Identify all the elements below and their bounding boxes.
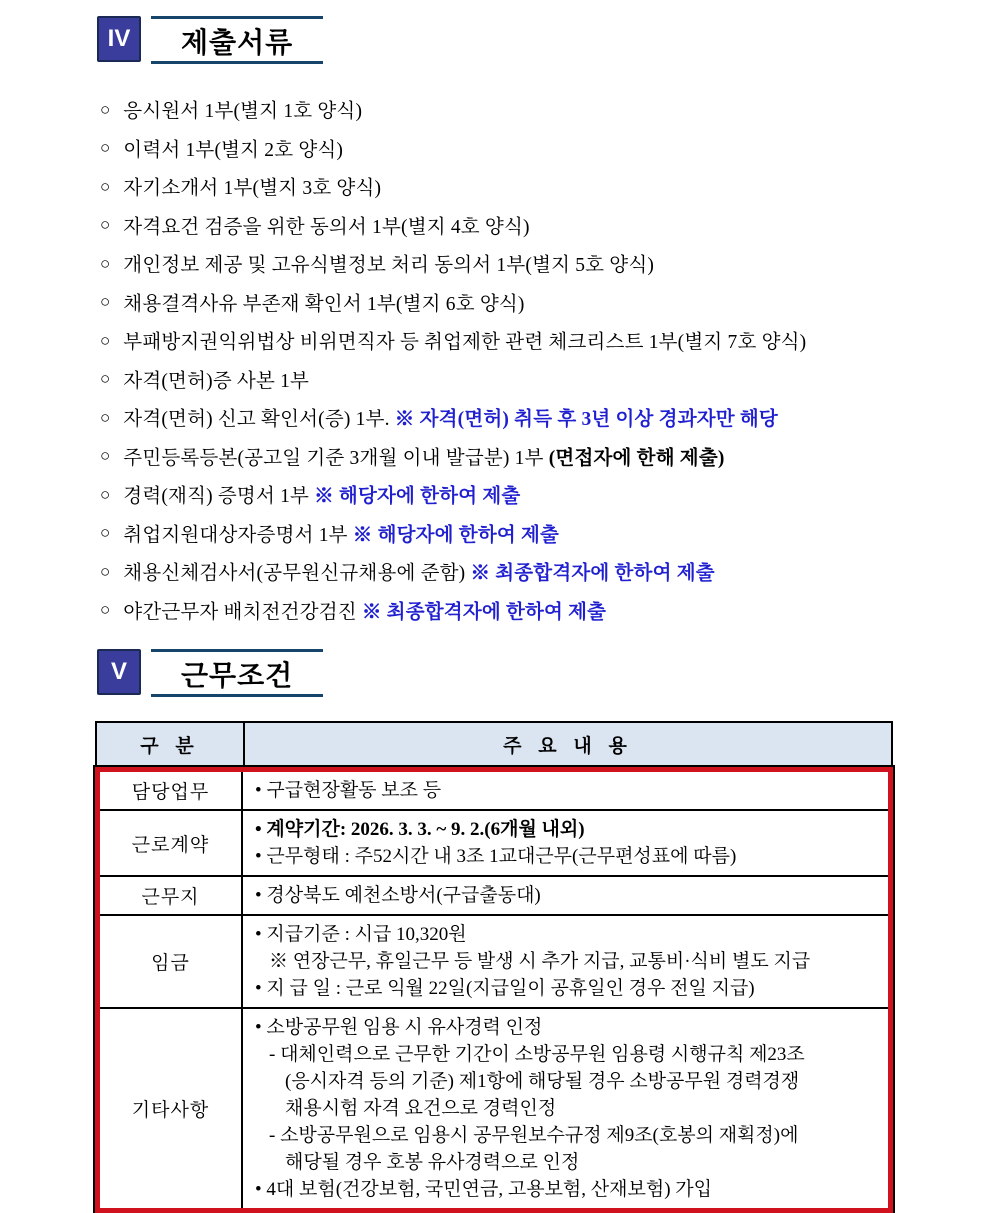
row-label: 임금 — [100, 916, 243, 1007]
list-item-text — [123, 249, 654, 277]
circle-bullet-icon: ○ — [100, 292, 111, 312]
list-item-text — [123, 442, 724, 470]
text-segment: (응시자격 등의 기준) 제1항에 해당될 경우 소방공무원 경력경쟁 — [285, 1071, 800, 1092]
row-content — [243, 772, 888, 809]
content-line — [255, 1095, 880, 1122]
list-item — [100, 283, 989, 322]
text-segment: • 경상북도 예천소방서(구급출동대) — [255, 885, 541, 906]
text-segment: ※ 해당자에 한하여 제출 — [314, 486, 521, 508]
text-segment: ※ 최종합격자에 한하여 제출 — [361, 601, 607, 623]
text-segment: 채용결격사유 부존재 확인서 1부(별지 6호 양식) — [123, 293, 525, 315]
list-item-text — [123, 95, 362, 123]
circle-bullet-icon: ○ — [100, 369, 111, 389]
row-content — [243, 877, 888, 914]
text-segment: ※ 연장근무, 휴일근무 등 발생 시 추가 지급, 교통비·식비 별도 지급 — [269, 951, 811, 972]
text-segment: 야간근무자 배치전건강검진 — [123, 601, 362, 623]
list-item — [100, 90, 989, 129]
table-header-content: 주 요 내 용 — [503, 736, 633, 757]
section-title: 근무조건 — [151, 649, 323, 697]
list-item-text — [123, 519, 559, 547]
list-item — [100, 244, 989, 283]
text-segment: • 계약기간: 2026. 3. 3. ~ 9. 2.(6개월 내외) — [255, 819, 585, 840]
text-segment: 개인정보 제공 및 고유식별정보 처리 동의서 1부(별지 5호 양식) — [123, 255, 655, 277]
text-segment: • 4대 보험(건강보험, 국민연금, 고용보험, 산재보험) 가입 — [255, 1179, 712, 1200]
list-item-text — [123, 480, 520, 508]
row-label: 근무지 — [100, 877, 243, 914]
list-item — [100, 591, 989, 630]
list-item — [100, 552, 989, 591]
text-segment: ※ 해당자에 한하여 제출 — [352, 524, 560, 546]
content-line — [255, 882, 880, 909]
content-line — [255, 921, 880, 948]
conditions-table — [95, 721, 893, 1213]
circle-bullet-icon: ○ — [100, 99, 111, 119]
text-segment: ※ 자격(면허) 취득 후 3년 이상 경과자만 해당 — [394, 409, 778, 431]
list-item — [100, 206, 989, 245]
circle-bullet-icon: ○ — [100, 176, 111, 196]
section-number-badge: V — [97, 649, 141, 695]
circle-bullet-icon: ○ — [100, 446, 111, 466]
content-line — [255, 1014, 880, 1041]
table-row — [100, 772, 888, 811]
content-line — [255, 975, 880, 1002]
text-segment: - 대체인력으로 근무한 기간이 소방공무원 임용령 시행규칙 제23조 — [269, 1044, 805, 1065]
row-content — [243, 1009, 888, 1208]
list-item — [100, 167, 989, 206]
list-item-text — [123, 403, 778, 431]
list-item-text — [123, 326, 806, 354]
text-segment: 자격(면허)증 사본 1부 — [123, 370, 310, 392]
list-item — [100, 514, 989, 553]
list-item — [100, 360, 989, 399]
table-row — [100, 916, 888, 1009]
table-body — [95, 767, 893, 1213]
text-segment: 채용시험 자격 요건으로 경력인정 — [285, 1098, 557, 1119]
text-segment: • 소방공무원 임용 시 유사경력 인정 — [255, 1017, 543, 1038]
text-segment: 이력서 1부(별지 2호 양식) — [123, 139, 344, 161]
list-item — [100, 321, 989, 360]
circle-bullet-icon: ○ — [100, 138, 111, 158]
circle-bullet-icon: ○ — [100, 523, 111, 543]
table-row — [100, 877, 888, 916]
text-segment: • 근무형태 : 주52시간 내 3조 1교대근무(근무편성표에 따름) — [255, 846, 737, 867]
list-item — [100, 398, 989, 437]
content-line — [255, 816, 880, 843]
list-item-text — [123, 365, 309, 393]
submission-list — [100, 90, 989, 629]
content-line — [255, 777, 880, 804]
text-segment: ※ 최종합격자에 한하여 제출 — [470, 563, 715, 585]
circle-bullet-icon: ○ — [100, 561, 111, 581]
content-line — [255, 948, 880, 975]
section-title: 제출서류 — [151, 16, 323, 64]
row-label: 담당업무 — [100, 772, 243, 809]
text-segment: 주민등록등본(공고일 기준 3개월 이내 발급분) 1부 — [123, 447, 549, 469]
text-segment: • 지 급 일 : 근로 익월 22일(지급일이 공휴일인 경우 전일 지급) — [255, 978, 755, 999]
circle-bullet-icon: ○ — [100, 407, 111, 427]
list-item-text — [123, 134, 343, 162]
circle-bullet-icon: ○ — [100, 253, 111, 273]
list-item — [100, 475, 989, 514]
table-row — [100, 811, 888, 877]
text-segment: 경력(재직) 증명서 1부 — [123, 486, 315, 508]
text-segment: 응시원서 1부(별지 1호 양식) — [123, 101, 363, 123]
row-content — [243, 916, 888, 1007]
text-segment: 해당될 경우 호봉 유사경력으로 인정 — [285, 1152, 580, 1173]
text-segment: 채용신체검사서(공무원신규채용에 준함) — [123, 563, 471, 585]
table-header-row — [95, 721, 893, 767]
content-line — [255, 1149, 880, 1176]
content-line — [255, 1122, 880, 1149]
text-segment: 취업지원대상자증명서 1부 — [123, 524, 353, 546]
row-label: 기타사항 — [100, 1009, 243, 1208]
list-item — [100, 129, 989, 168]
list-item — [100, 437, 989, 476]
content-line — [255, 1041, 880, 1068]
text-segment: 자격요건 검증을 위한 동의서 1부(별지 4호 양식) — [123, 216, 530, 238]
row-content — [243, 811, 888, 875]
table-header-category: 구 분 — [97, 723, 245, 765]
list-item-text — [123, 172, 381, 200]
text-segment: 부패방지권익위법상 비위면직자 등 취업제한 관련 체크리스트 1부(별지 7호 양식) — [123, 332, 807, 354]
text-segment: (면접자에 한해 제출) — [548, 447, 725, 469]
list-item-text — [123, 596, 606, 624]
list-item-text — [123, 288, 524, 316]
row-label: 근로계약 — [100, 811, 243, 875]
circle-bullet-icon: ○ — [100, 484, 111, 504]
text-segment: • 구급현장활동 보조 등 — [255, 780, 442, 801]
circle-bullet-icon: ○ — [100, 600, 111, 620]
text-segment: 자격(면허) 신고 확인서(증) 1부. — [123, 409, 395, 431]
section-number-badge: IV — [97, 16, 141, 62]
text-segment: 자기소개서 1부(별지 3호 양식) — [123, 178, 382, 200]
list-item-text — [123, 557, 715, 585]
table-row — [100, 1009, 888, 1208]
content-line — [255, 843, 880, 870]
circle-bullet-icon: ○ — [100, 215, 111, 235]
section-submission-header — [97, 16, 989, 64]
content-line — [255, 1068, 880, 1095]
list-item-text — [123, 211, 529, 239]
content-line — [255, 1176, 880, 1203]
text-segment: - 소방공무원으로 임용시 공무원보수규정 제9조(호봉의 재획정)에 — [269, 1125, 799, 1146]
circle-bullet-icon: ○ — [100, 330, 111, 350]
section-conditions-header — [97, 649, 989, 697]
text-segment: • 지급기준 : 시급 10,320원 — [255, 924, 467, 945]
